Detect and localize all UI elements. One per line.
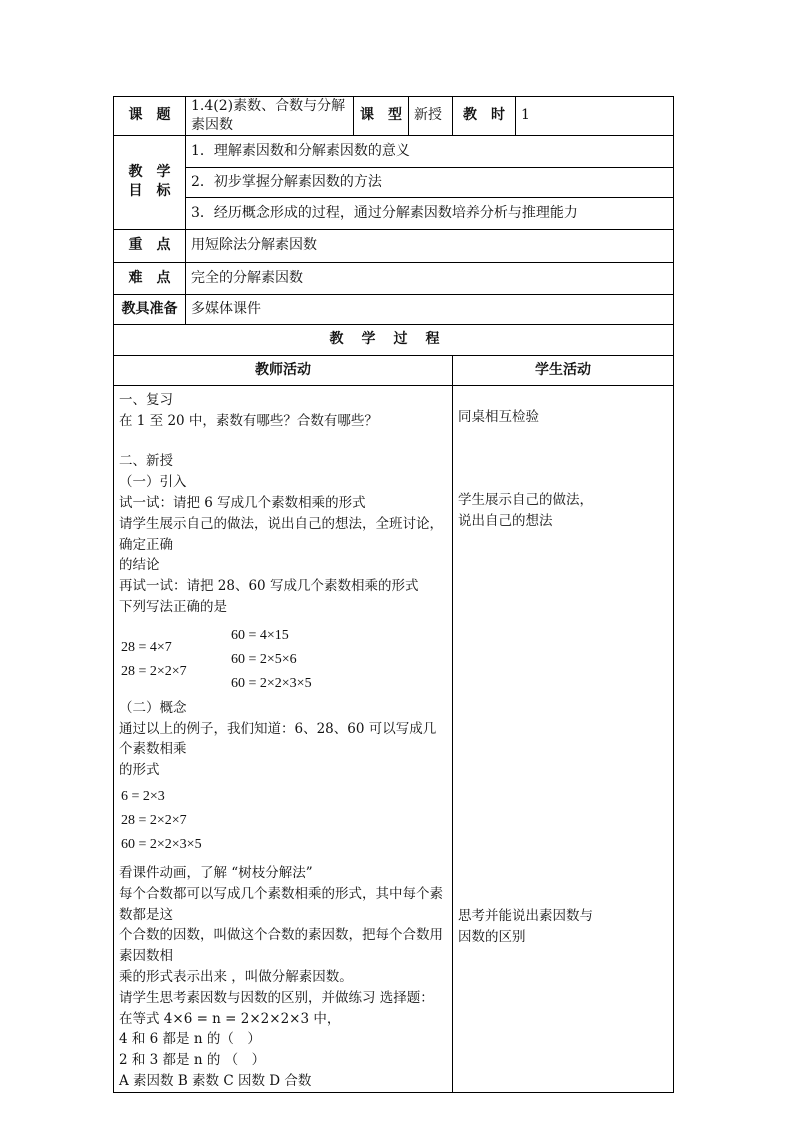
hours-value: 1 <box>516 97 674 136</box>
definition-line-3: 乘的形式表示出来 ，叫做分解素因数。 <box>119 968 353 985</box>
equation: 60 = 2×2×3×5 <box>121 836 202 852</box>
equation-statement: 在等式 4×6 = n = 2×2×2×3 中， <box>119 1010 341 1027</box>
intro-heading: （一）引入 <box>119 474 187 491</box>
objective-item-3: 3．经历概念形成的过程，通过分解素因数培养分析与推理能力 <box>186 197 674 229</box>
concept-heading: （二）概念 <box>119 699 187 716</box>
objective-row-2 <box>114 167 674 197</box>
animation-note: 看课件动画，了解 “树枝分解法” <box>119 864 313 881</box>
hours-label: 教 时 <box>453 97 516 136</box>
concept-line-1: 通过以上的例子，我们知道：6、28、60 可以写成几个素数相乘 <box>119 720 437 758</box>
materials-label: 教具准备 <box>114 294 186 324</box>
student-activity-cell <box>453 385 674 1092</box>
try-it-1: 试一试：请把 6 写成几个素数相乘的形式 <box>119 494 366 511</box>
objective-item-2: 2．初步掌握分解素因数的方法 <box>186 167 674 197</box>
lesson-plan-table <box>113 96 674 1093</box>
question-1: 4 和 6 都是 n 的（ ） <box>119 1031 261 1048</box>
objectives-label-line2: 目 标 <box>128 183 171 200</box>
activity-body-row <box>114 385 674 1092</box>
new-lesson-heading: 二、新授 <box>119 453 173 470</box>
teacher-activity-cell <box>114 385 453 1092</box>
key-point-label: 重 点 <box>114 229 186 262</box>
topic-value: 1.4(2)素数、合数与分解素因数 <box>186 97 354 136</box>
candidate-equations <box>119 624 447 696</box>
process-title: 教学过程 <box>114 324 674 355</box>
student-activity-3-line-2: 因数的区别 <box>458 928 526 945</box>
difficulty-row <box>114 262 674 294</box>
student-activity-3-line-1: 思考并能说出素因数与 <box>458 907 593 924</box>
equations-28 <box>121 636 187 684</box>
equation: 6 = 2×3 <box>121 788 165 804</box>
student-activity-header: 学生活动 <box>453 355 674 385</box>
equation: 28 = 2×2×7 <box>121 663 187 679</box>
show-work-line-2: 的结论 <box>119 557 160 574</box>
think-prompt: 请学生思考素因数与因数的区别，并做练习 选择题： <box>119 989 434 1006</box>
activity-header-row <box>114 355 674 385</box>
objective-row-1 <box>114 135 674 167</box>
process-title-row <box>114 324 674 355</box>
key-point-row <box>114 229 674 262</box>
answer-options: A 素因数 B 素数 C 因数 D 合数 <box>119 1072 312 1089</box>
objective-row-3 <box>114 197 674 229</box>
review-heading: 一、复习 <box>119 391 173 408</box>
equation: 60 = 4×15 <box>231 627 289 643</box>
student-activity-2-line-2: 说出自己的想法 <box>458 512 553 529</box>
question-2: 2 和 3 都是 n 的 （ ） <box>119 1052 266 1069</box>
difficulty-label: 难 点 <box>114 262 186 294</box>
concept-line-2: 的形式 <box>119 762 160 779</box>
equation: 60 = 2×2×3×5 <box>231 675 312 691</box>
show-work-line-1: 请学生展示自己的做法，说出自己的想法，全班讨论，确定正确 <box>119 515 443 553</box>
objectives-label <box>114 135 186 229</box>
definition-line-2: 个合数的因数，叫做这个合数的素因数，把每个合数用素因数相 <box>119 927 443 965</box>
definition-line-1: 每个合数都可以写成几个素数相乘的形式，其中每个素数都是这 <box>119 885 443 923</box>
equation: 28 = 2×2×7 <box>121 812 187 828</box>
key-point-value: 用短除法分解素因数 <box>186 229 674 262</box>
which-correct: 下列写法正确的是 <box>119 598 227 615</box>
materials-row <box>114 294 674 324</box>
topic-label: 课 题 <box>114 97 186 136</box>
factorization-examples <box>121 785 447 857</box>
objective-item-1: 1．理解素因数和分解素因数的意义 <box>186 135 674 167</box>
teacher-activity-header: 教师活动 <box>114 355 453 385</box>
review-question: 在 1 至 20 中，素数有哪些？合数有哪些？ <box>119 412 378 429</box>
equation: 28 = 4×7 <box>121 639 172 655</box>
equation: 60 = 2×5×6 <box>231 651 297 667</box>
type-label: 课 型 <box>354 97 409 136</box>
difficulty-value: 完全的分解素因数 <box>186 262 674 294</box>
student-activity-2-line-1: 学生展示自己的做法， <box>458 491 593 508</box>
type-value: 新授 <box>409 97 453 136</box>
objectives-label-line1: 教 学 <box>128 164 171 181</box>
materials-value: 多媒体课件 <box>186 294 674 324</box>
equations-60 <box>231 624 312 696</box>
try-it-2: 再试一试：请把 28、60 写成几个素数相乘的形式 <box>119 578 419 595</box>
topic-row <box>114 97 674 136</box>
student-activity-1: 同桌相互检验 <box>458 408 539 425</box>
